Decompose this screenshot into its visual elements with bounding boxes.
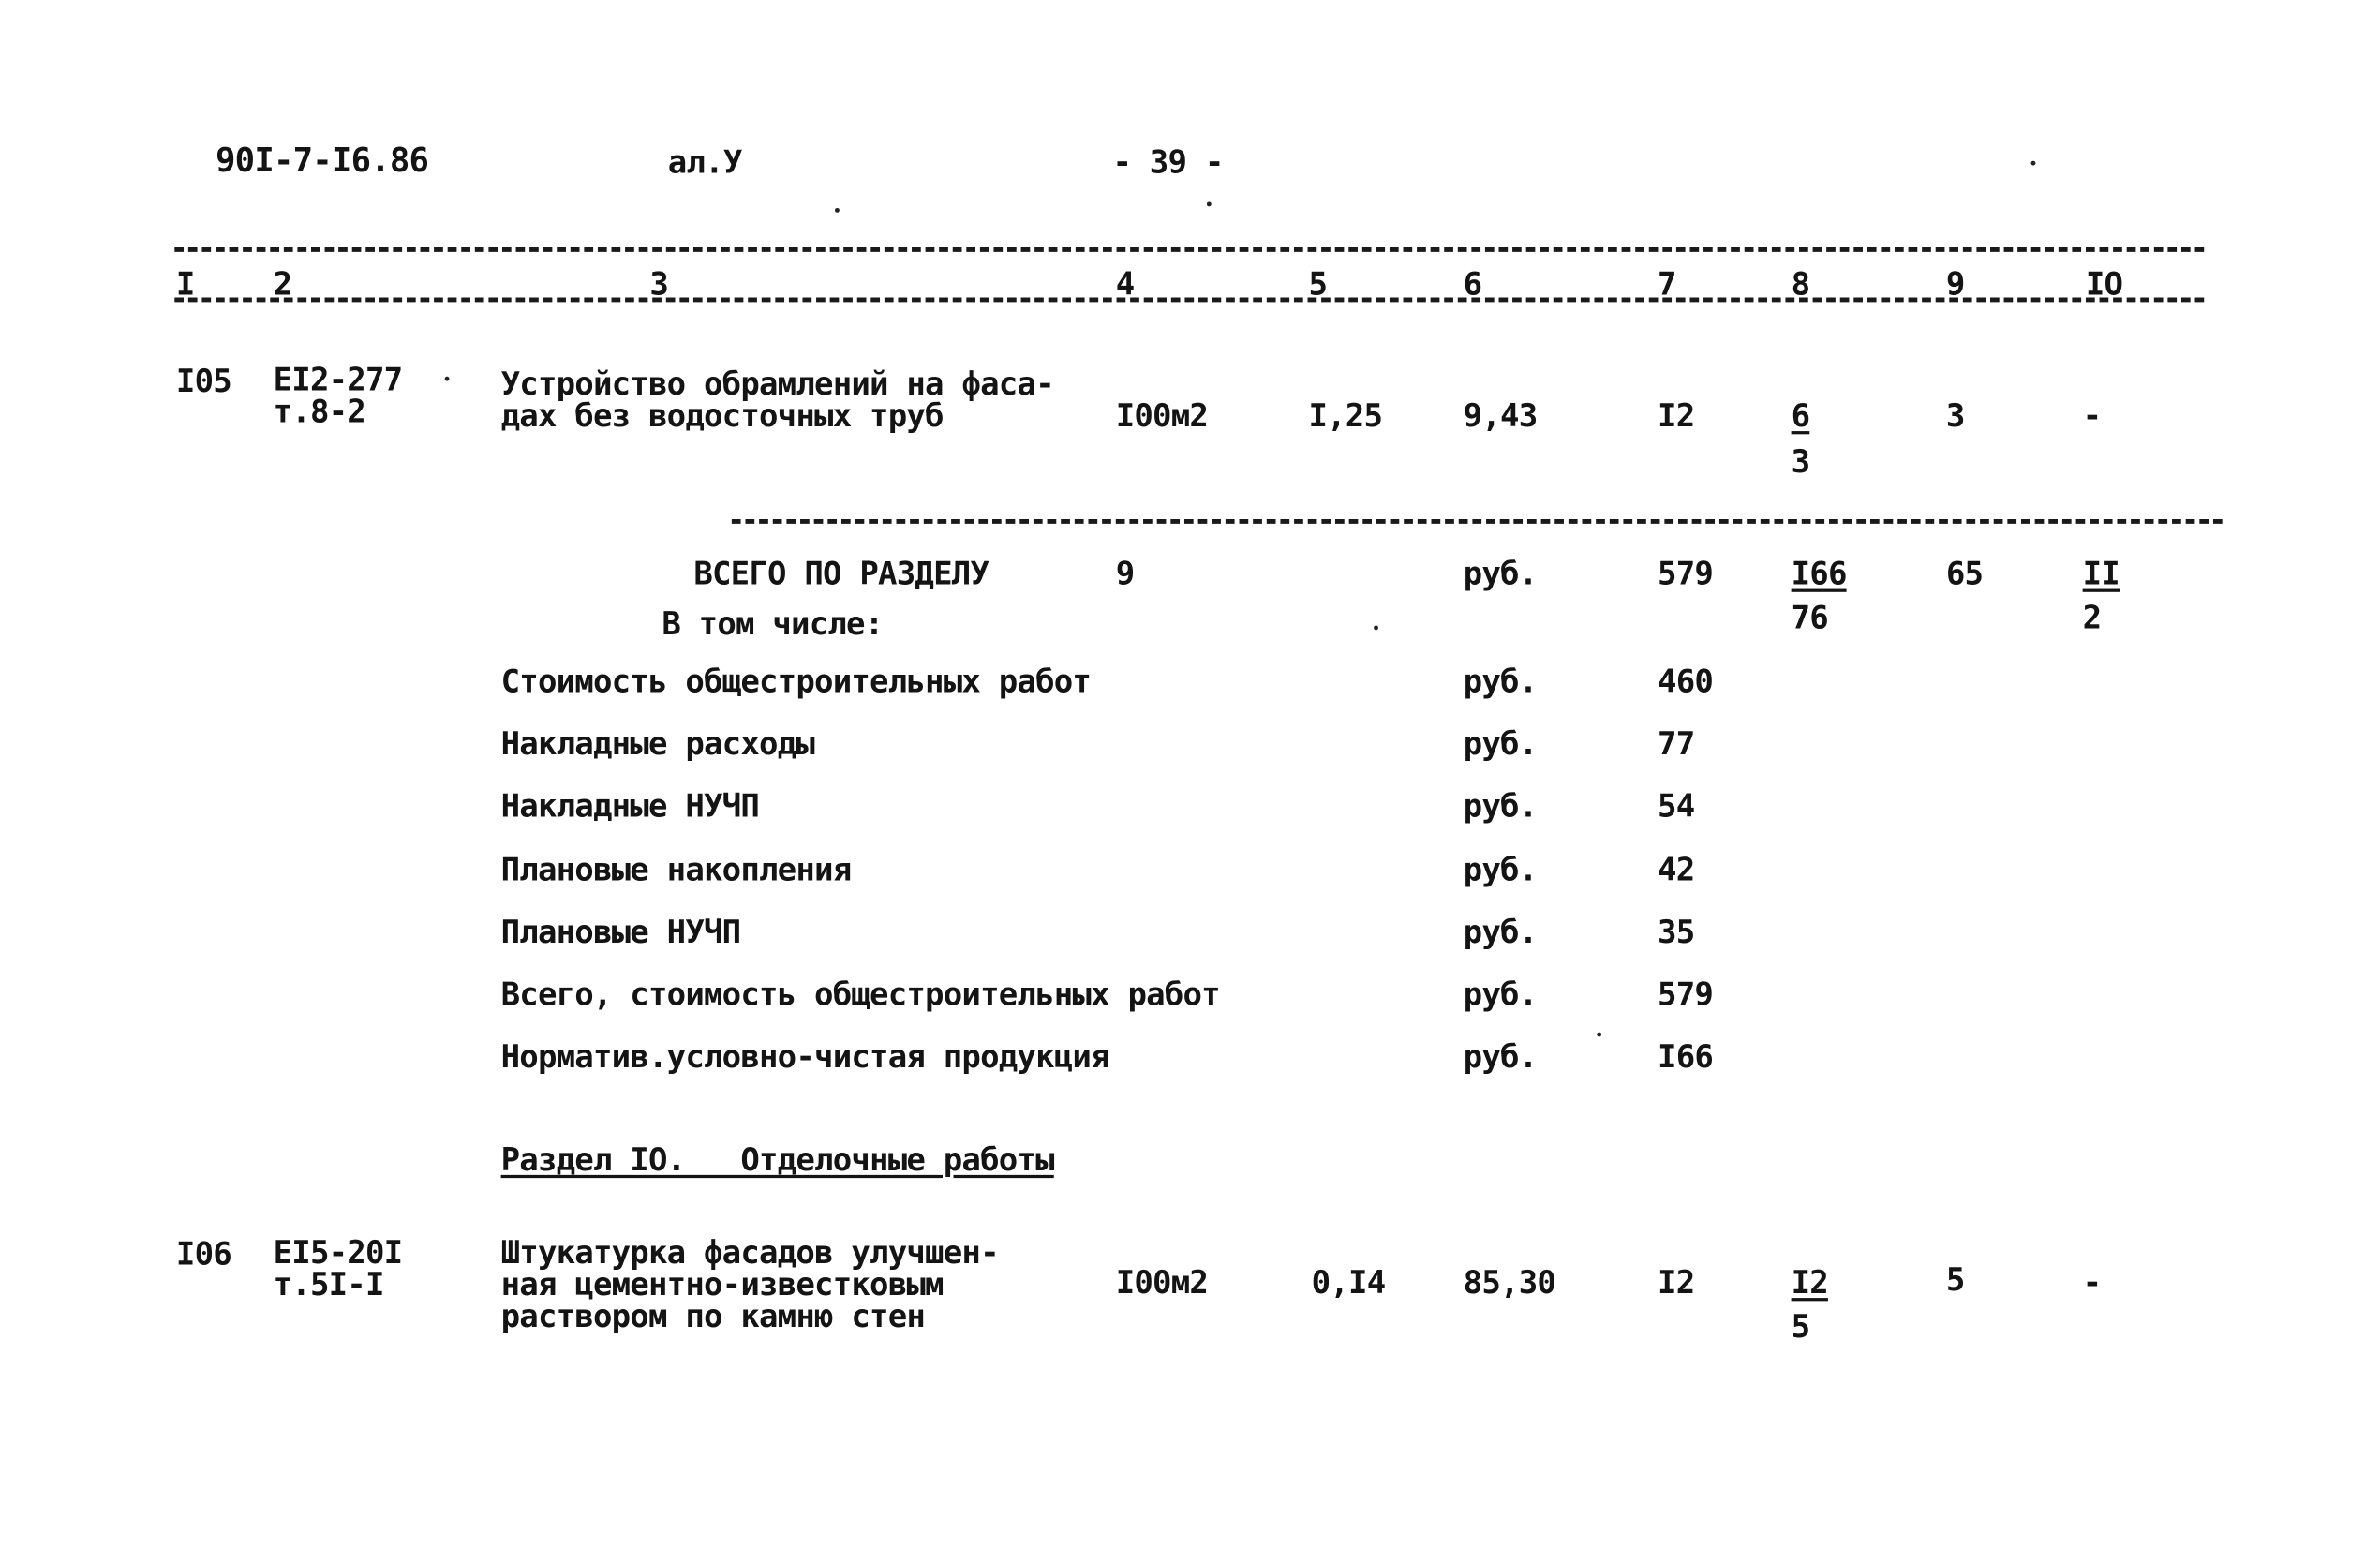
section-total-unit: руб.: [1463, 555, 1538, 592]
breakdown-unit: руб.: [1463, 787, 1538, 825]
section-heading: Раздел IO. Отделочные работы: [500, 1141, 1054, 1179]
breakdown-value: I66: [1658, 1038, 1714, 1075]
scan-speck: [445, 377, 450, 381]
column-header-4: 4: [1115, 265, 1135, 303]
section-total-col9: 65: [1945, 555, 1984, 592]
row-col10: -: [2082, 1264, 2102, 1302]
section-total-col8-top: I66: [1791, 555, 1847, 592]
section-total-count: 9: [1115, 555, 1135, 592]
breakdown-unit: руб.: [1463, 976, 1538, 1013]
including-label: В том числе:: [662, 605, 884, 643]
breakdown-label: Всего, стоимость общестроительных работ: [500, 976, 1220, 1013]
breakdown-value: 579: [1658, 976, 1714, 1013]
row-col10: -: [2082, 397, 2102, 435]
row-col9: 5: [1945, 1261, 1965, 1299]
row-col8-bottom: 3: [1791, 443, 1810, 480]
breakdown-label: Плановые накопления: [500, 851, 852, 888]
breakdown-unit: руб.: [1463, 663, 1538, 700]
row-unit-price: 9,43: [1463, 397, 1538, 435]
row-quantity: 0,I4: [1311, 1264, 1386, 1302]
breakdown-value: 54: [1658, 787, 1695, 825]
row-unit: I00м2: [1115, 397, 1209, 435]
row-number: I05: [175, 363, 231, 400]
breakdown-label: Накладные НУЧП: [500, 787, 760, 825]
breakdown-label: Стоимость общестроительных работ: [500, 663, 1092, 700]
row-work-name: Устройство обрамлений на фаса- дах без водосточных труб: [500, 365, 1054, 435]
scan-speck: [1207, 201, 1212, 206]
page-number: - 39 -: [1112, 143, 1224, 181]
row-quantity: I,25: [1308, 397, 1383, 435]
column-header-3: 3: [649, 265, 669, 303]
section-total-rule: [732, 519, 2223, 524]
row-work-name: Штукатурка фасадов улучшен- ная цементно-известковым раствором по камню стен: [500, 1234, 999, 1334]
column-header-2: 2: [273, 265, 292, 303]
column-header-8: 8: [1791, 265, 1810, 303]
row-number: I06: [175, 1235, 231, 1273]
breakdown-value: 460: [1658, 663, 1714, 700]
section-total-label: ВСЕГО ПО РАЗДЕЛУ: [693, 555, 989, 592]
breakdown-label: Плановые НУЧП: [500, 914, 741, 951]
scan-speck: [2031, 161, 2036, 166]
scan-speck: [1597, 1033, 1601, 1037]
column-header-9: 9: [1945, 265, 1965, 303]
scan-speck: [1374, 625, 1378, 630]
breakdown-label: Накладные расходы: [500, 725, 815, 763]
column-header-10: IO: [2085, 265, 2123, 303]
section-total-col8-bottom: 76: [1791, 599, 1828, 636]
section-total-col10-top: II: [2082, 555, 2120, 592]
header-rule-bottom: [174, 298, 2204, 303]
album-label: ал.У: [667, 143, 742, 181]
breakdown-label: Норматив.условно-чистая продукция: [500, 1038, 1109, 1075]
row-col8-top: 6: [1791, 397, 1810, 435]
breakdown-unit: руб.: [1463, 725, 1538, 763]
section-total-value: 579: [1658, 555, 1714, 592]
column-header-6: 6: [1463, 265, 1482, 303]
row-unit-price: 85,30: [1463, 1264, 1556, 1302]
row-col8-bottom: 5: [1791, 1308, 1810, 1346]
column-header-1: I: [175, 265, 195, 303]
header-rule-top: [174, 247, 2204, 252]
scan-speck: [835, 208, 840, 213]
column-header-7: 7: [1658, 265, 1676, 303]
breakdown-value: 35: [1658, 914, 1695, 951]
row-norm-code: EI5-20I т.5I-I: [273, 1234, 403, 1303]
row-unit: I00м2: [1115, 1264, 1209, 1302]
breakdown-unit: руб.: [1463, 1038, 1538, 1075]
row-col8-top: I2: [1791, 1264, 1828, 1302]
column-header-5: 5: [1308, 265, 1328, 303]
breakdown-unit: руб.: [1463, 914, 1538, 951]
row-total: I2: [1658, 397, 1695, 435]
section-total-col10-bottom: 2: [2082, 599, 2102, 636]
breakdown-unit: руб.: [1463, 851, 1538, 888]
breakdown-value: 42: [1658, 851, 1695, 888]
breakdown-value: 77: [1658, 725, 1695, 763]
row-total: I2: [1658, 1264, 1695, 1302]
document-code: 90I-7-I6.86: [216, 142, 429, 181]
row-norm-code: EI2-277 т.8-2: [273, 361, 403, 430]
row-col9: 3: [1945, 397, 1965, 435]
